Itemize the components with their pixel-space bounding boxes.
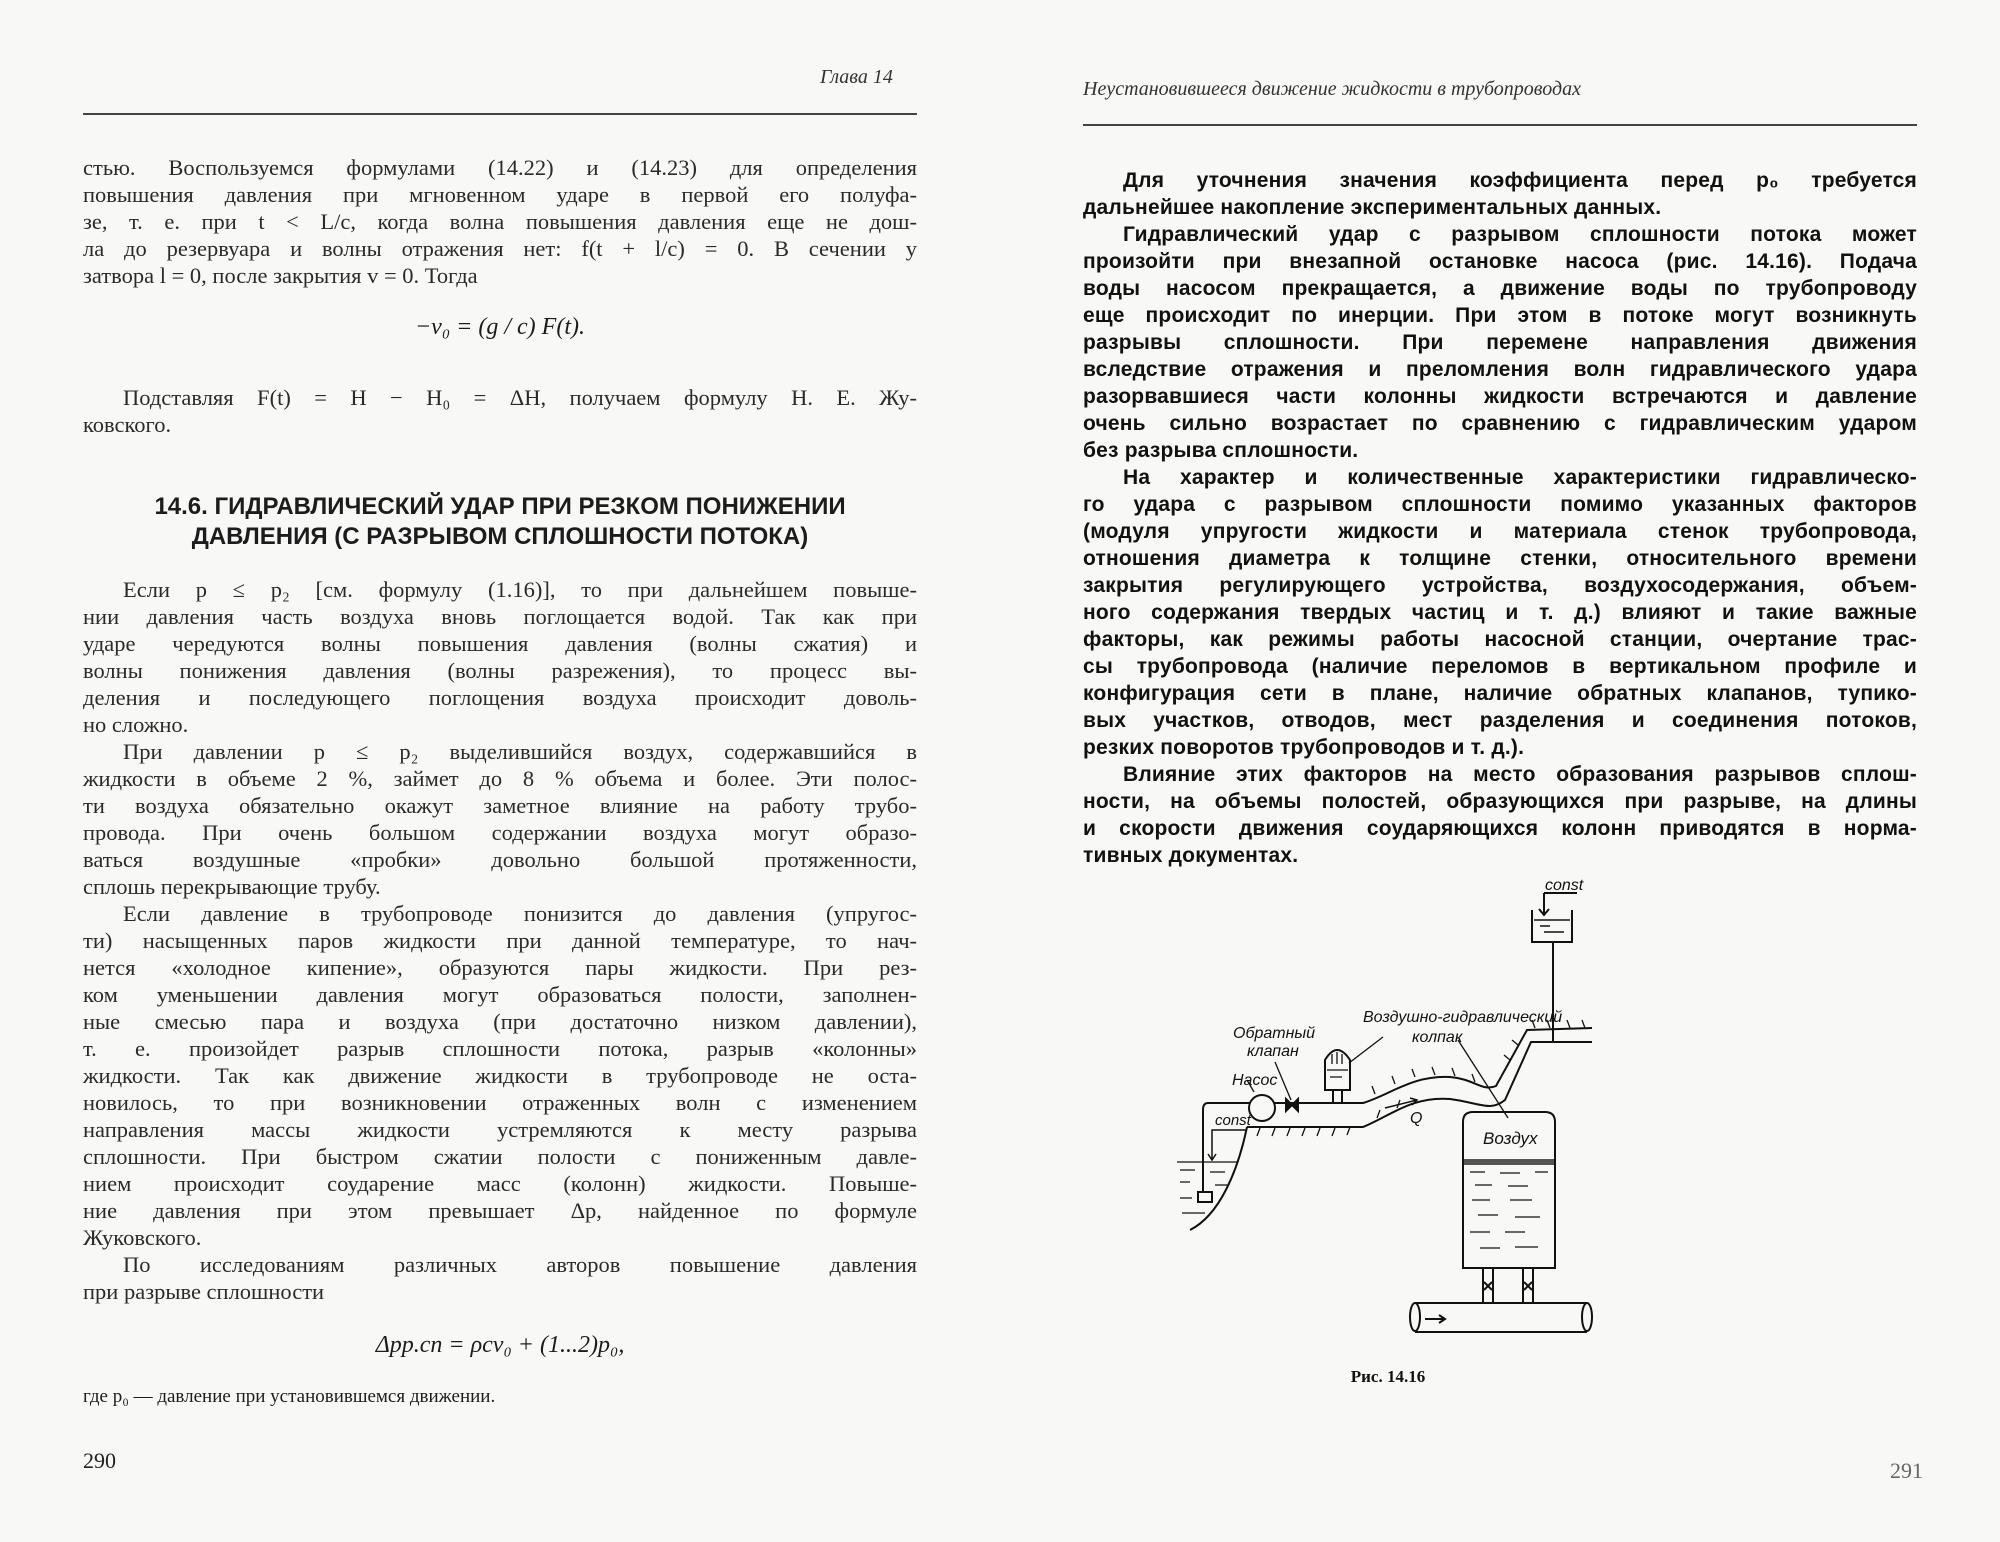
paragraph [83, 154, 917, 289]
text-line: ла до резервуара и волны отражения нет: f(t + l/c) = 0. В сечении у [83, 236, 917, 261]
label-const-top: const [1545, 877, 1584, 894]
text-line: но сложно. [83, 712, 189, 737]
text-line: т. е. произойдет разрыв сплошности потока, разрыв «колонны» [83, 1036, 917, 1061]
text-line: разорвавшиеся части колонны жидкости встречаются и давление [1083, 385, 1917, 408]
heading-line: 14.6. ГИДРАВЛИЧЕСКИЙ УДАР ПРИ РЕЗКОМ ПОНИЖЕНИИ [154, 493, 846, 520]
text-line: отношения диаметра к толщине стенки, относительного времени [1083, 547, 1917, 570]
text-line: нется «холодное кипение», образуются пары жидкости. При рез- [83, 955, 917, 980]
paragraph [83, 900, 917, 1251]
paragraph [1083, 221, 1917, 464]
running-header-left: Глава 14 [820, 66, 893, 88]
text-line: вследствие отражения и преломления волн гидравлического удара [1083, 358, 1917, 381]
header-rule [1083, 124, 1917, 126]
text-line: ние давления при этом превышает Δp, найденное по формуле [83, 1198, 917, 1223]
formula: Δpр.сп = ρcv₀ + (1...2)p₀, [375, 1332, 625, 1358]
text-line: ные смесью пара и воздуха (при достаточно низком давлении), [83, 1009, 917, 1034]
text-line: деления и последующего поглощения воздуха происходит доволь- [83, 685, 917, 710]
text-line: закрытия регулирующего устройства, воздухосодержания, объем- [1083, 574, 1917, 597]
text-line: нии давления часть воздуха вновь поглощается водой. Так как при [83, 604, 917, 629]
text-line: провода. При очень большом содержании воздуха могут образо- [83, 820, 917, 845]
vessel-legs [1483, 1268, 1533, 1303]
formula: −v₀ = (g / c) F(t). [414, 314, 585, 340]
leader-line [1349, 1037, 1383, 1063]
text-line: конфигурация сети в плане, наличие обратных клапанов, тупико- [1083, 682, 1917, 705]
upper-tank [1532, 910, 1572, 942]
cap-stem [1333, 1090, 1342, 1103]
paragraph [83, 384, 917, 438]
label-const-left: const [1215, 1112, 1251, 1129]
text-line: зе, т. е. при t < L/c, когда волна повышения давления еще не дош- [83, 209, 917, 234]
text-line: го удара с разрывом сплошности помимо указанных факторов [1083, 493, 1917, 516]
label-cap-2: колпак [1412, 1029, 1463, 1046]
text-line: Гидравлический удар с разрывом сплошности потока может [1123, 223, 1917, 246]
text-line: ного содержания твердых частиц и т. д.) влияют и такие важные [1083, 601, 1917, 624]
valve-icon [1484, 1282, 1532, 1290]
text-line: Влияние этих факторов на место образования разрывов сплош- [1123, 763, 1917, 786]
water-surface [1464, 1159, 1554, 1165]
bank-slope [1190, 1127, 1247, 1230]
bottom-pipe [1415, 1303, 1587, 1332]
text-line: при разрыве сплошности [83, 1279, 325, 1304]
page-number: 290 [83, 1448, 116, 1473]
paragraph [1083, 761, 1917, 869]
text-line: воды насосом прекращается, а движение воды по трубопроводу [1083, 277, 1917, 300]
text-line: волны понижения давления (волны разрежения), то процесс вы- [83, 658, 917, 683]
text-line: затвора l = 0, после закрытия v = 0. Тогда [83, 263, 478, 288]
text-line: стью. Воспользуемся формулами (14.22) и (14.23) для определения [83, 155, 917, 180]
text-line: ком уменьшении давления могут образоваться полости, заполнен- [83, 982, 917, 1007]
header-rule [83, 113, 917, 115]
text-line: очень сильно возрастает по сравнению с гидравлическим ударом [1083, 412, 1917, 435]
heading-line: ДАВЛЕНИЯ (С РАЗРЫВОМ СПЛОШНОСТИ ПОТОКА) [191, 523, 809, 550]
text-line: На характер и количественные характеристики гидравлическо- [1123, 466, 1917, 489]
paragraph [1083, 464, 1917, 761]
figure-caption: Рис. 14.16 [1350, 1367, 1426, 1386]
water-lines [1470, 1172, 1548, 1248]
text-line: факторы, как режимы работы насосной станции, очертание трас- [1083, 628, 1917, 651]
text-line: разрывы сплошности. При перемене направления движения [1083, 331, 1917, 354]
text-line: повышения давления при мгновенном ударе в первой его полуфа- [83, 182, 917, 207]
text-line: Если p ≤ p₂ [см. формулу (1.16)], то при дальнейшем повыше- [123, 577, 917, 602]
text-line: дальнейшее накопление экспериментальных данных. [1083, 196, 1662, 219]
text-line: Подставляя F(t) = H − H₀ = ΔH, получаем формулу Н. Е. Жу- [123, 385, 917, 410]
page-number: 291 [1890, 1458, 1923, 1483]
label-cap-1: Воздушно-гидравлический [1363, 1009, 1563, 1026]
text-line: направления массы жидкости устремляются к месту разрыва [83, 1117, 917, 1142]
text-line: ковского. [83, 412, 172, 437]
check-valve-icon [1286, 1099, 1298, 1111]
pump-icon [1249, 1095, 1275, 1121]
text-line: сплошь перекрывающие трубу. [83, 874, 381, 899]
text-line: сы трубопровода (наличие переломов в вертикальном профиле и [1083, 655, 1917, 678]
text-line: без разрыва сплошности. [1083, 439, 1359, 462]
running-header-right: Неустановившееся движение жидкости в трубопроводах [1083, 78, 1581, 100]
paragraph [83, 576, 917, 738]
paragraph [83, 1251, 917, 1305]
text-line: Жуковского. [83, 1225, 202, 1250]
label-check-valve-1: Обратный [1233, 1025, 1316, 1042]
intake-strainer [1198, 1192, 1212, 1202]
figure-pump-station-diagram [1150, 870, 1950, 1430]
paragraph [1083, 167, 1917, 221]
arrow-icon [1425, 1315, 1445, 1323]
section-heading [83, 492, 917, 552]
pipe-end [1582, 1303, 1592, 1331]
label-air: Воздух [1483, 1129, 1538, 1148]
text-line: ти) насыщенных паров жидкости при данной температуре, то нач- [83, 928, 917, 953]
paragraph [83, 738, 917, 900]
pipe-end [1410, 1303, 1420, 1331]
text-line: вых участков, отводов, мест разделения и соединения потоков, [1083, 709, 1917, 732]
label-flow: Q [1410, 1110, 1423, 1127]
text-line: сплошности. При быстром сжатии полости с пониженным давле- [83, 1144, 917, 1169]
text-line: ти воздуха обязательно окажут заметное влияние на работу трубо- [83, 793, 917, 818]
text-line: жидкости в объеме 2 %, займет до 8 % объема и более. Эти полос- [83, 766, 917, 791]
text-line: новилось, то при возникновении отраженных волн с изменением [83, 1090, 917, 1115]
cap-detail [1327, 1052, 1348, 1077]
text-line: и скорости движения соударяющихся колонн приводятся в норма- [1083, 817, 1917, 840]
text-line: (модуля упругости жидкости и материала стенок трубопровода, [1083, 520, 1917, 543]
text-line: резких поворотов трубопроводов и т. д.). [1083, 736, 1525, 759]
formula-note: где p₀ — давление при установившемся движении. [83, 1386, 496, 1407]
text-line: При давлении p ≤ p₂ выделившийся воздух, содержавшийся в [123, 739, 917, 764]
text-line: ваться воздушные «пробки» довольно большой протяженности, [83, 847, 917, 872]
label-check-valve-2: клапан [1247, 1043, 1299, 1060]
text-line: нием происходит соударение масс (колонн) жидкости. Повыше- [83, 1171, 917, 1196]
text-line: тивных документах. [1083, 844, 1299, 867]
leader-line [1275, 1062, 1291, 1100]
arrow-icon [1539, 893, 1549, 915]
text-line: Если давление в трубопроводе понизится до давления (упругос- [123, 901, 917, 926]
text-line: еще происходит по инерции. При этом в потоке могут возникнуть [1083, 304, 1917, 327]
text-line: произойти при внезапной остановке насоса (рис. 14.16). Подача [1083, 250, 1917, 273]
text-line: жидкости. Так как движение жидкости в трубопроводе не оста- [83, 1063, 917, 1088]
text-line: Для уточнения значения коэффициента перед p₀ требуется [1123, 169, 1917, 192]
text-line: По исследованиям различных авторов повышение давления [123, 1252, 917, 1277]
water-lines [1534, 920, 1570, 932]
text-line: ности, на объемы полостей, образующихся при разрыве, на длины [1083, 790, 1917, 813]
label-pump: Насос [1232, 1072, 1278, 1089]
text-line: ударе чередуются волны повышения давления (волны сжатия) и [83, 631, 917, 656]
